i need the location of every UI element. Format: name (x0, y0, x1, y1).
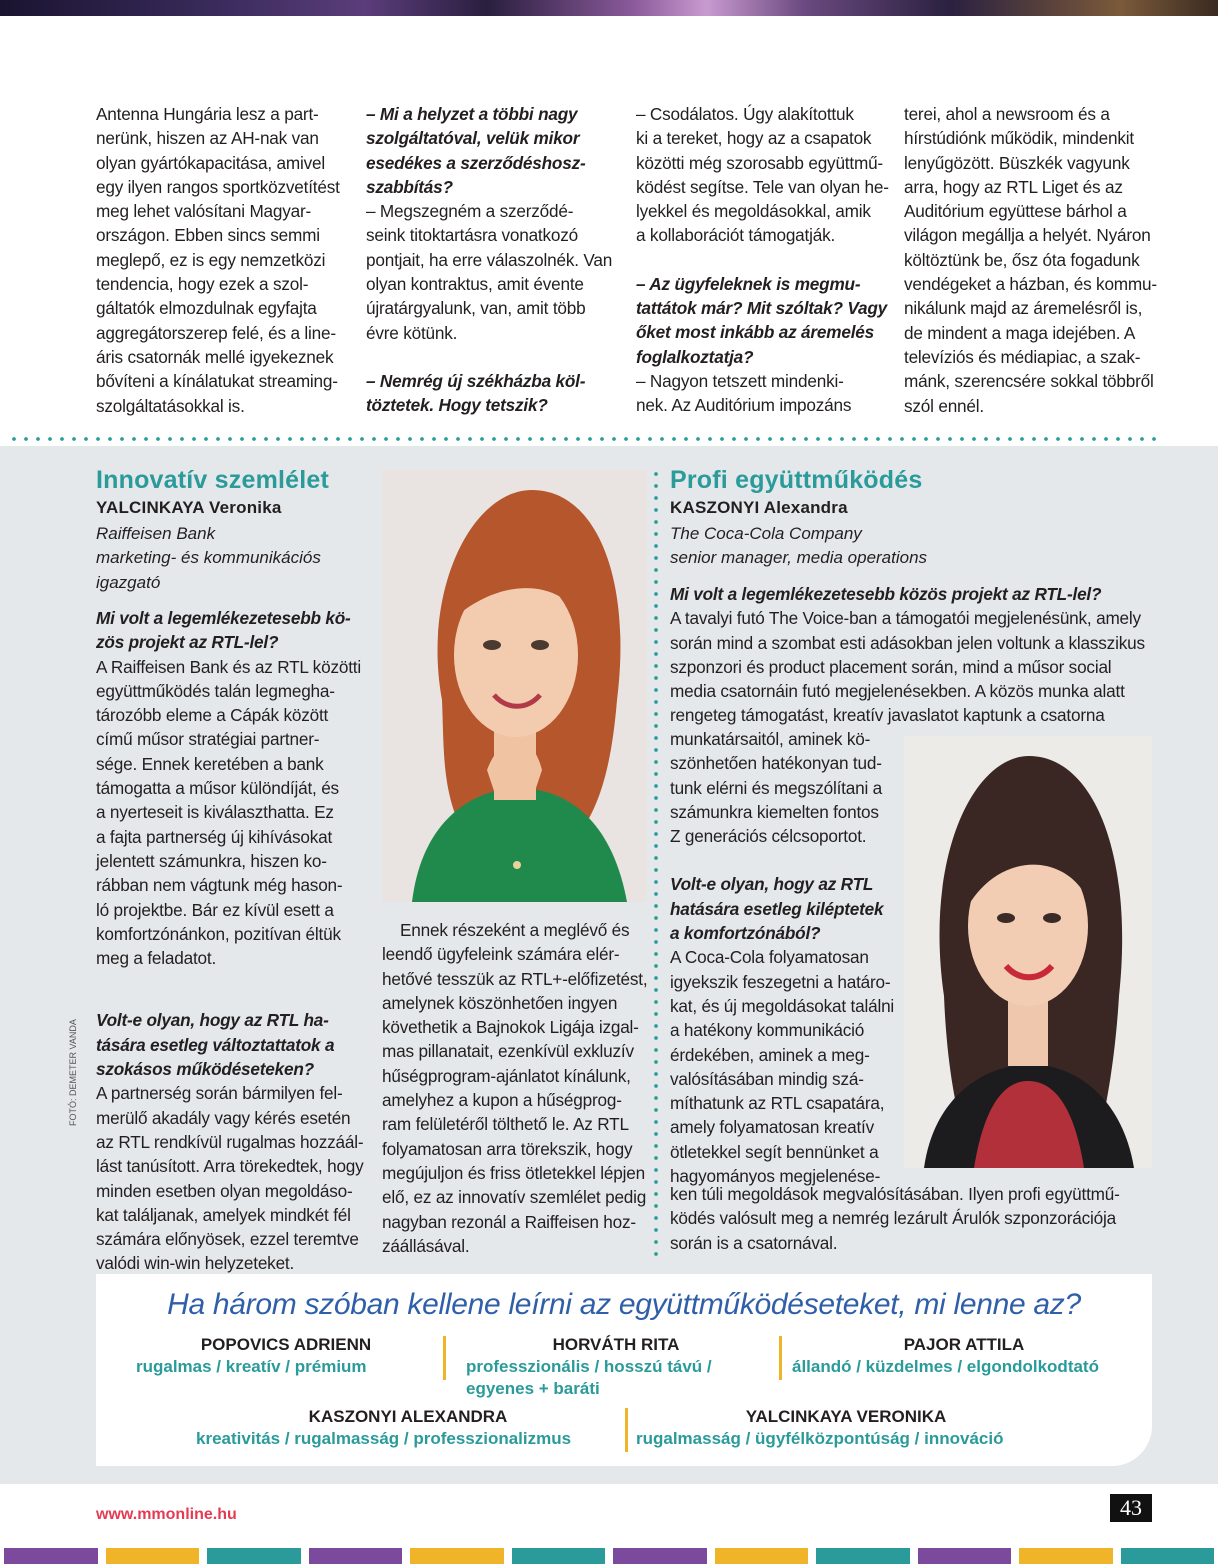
text-line: Auditórium együttese bárhol a (904, 201, 1127, 222)
text-line: Z generációs célcsoportot. (670, 826, 867, 847)
summary-person-name: KASZONYI ALEXANDRA (308, 1407, 508, 1426)
text-line: sége. Ennek keretében a bank (96, 753, 324, 774)
answer-comfort-zone (670, 945, 895, 1188)
text-line: világon megállja a helyét. Nyáron (904, 225, 1151, 246)
text-line: ködés valósult meg a nemrég lezárult Árulók szponzorációja (670, 1208, 1117, 1229)
portrait-kaszonyi (904, 736, 1152, 1168)
text-line: a hatékony kommunikáció (670, 1020, 865, 1041)
text-line: ram felületéről tölthető le. Az RTL (382, 1114, 629, 1135)
summary-person-kaszonyi (196, 1406, 620, 1450)
right-interview-text-full (670, 582, 1152, 728)
text-line: gáltatók elmozdulnak egyfajta (96, 298, 317, 319)
summary-box (96, 1274, 1152, 1466)
text-line: meg lehet valósítani Magyar- (96, 201, 312, 222)
text-line: záállásával. (382, 1235, 470, 1256)
middle-interview-text (382, 918, 646, 1258)
text-line: újratárgyalunk, van, amit több (366, 298, 586, 319)
answer-change (96, 1081, 364, 1275)
text-line: szolgáltatásokkal is. (96, 395, 245, 416)
text-line: terei, ahol a newsroom és a (904, 104, 1110, 124)
summary-person-pajor (792, 1334, 1136, 1378)
portrait-kaszonyi-graphic (904, 736, 1152, 1168)
answer-memorable-project-right-cont (670, 727, 888, 848)
text-line: ken túli megoldások megvalósításában. Ilyen profi együttmű- (670, 1184, 1120, 1204)
section-title-professional: Profi együttműködés (670, 466, 923, 494)
text-line: rábban nem vágtunk még hason- (96, 875, 343, 896)
text-line: országon. Ebben sincs semmi (96, 225, 320, 246)
right-interview-text-narrow (670, 727, 895, 1188)
text-line: hatására esetleg kiléptetek (670, 898, 884, 919)
text-line: A Raiffeisen Bank és az RTL közötti (96, 656, 361, 677)
summary-person-horvath (466, 1334, 766, 1400)
text-line: rugalmas / kreatív / prémium (136, 1357, 367, 1376)
text-line: hetővé tesszük az RTL+-előfizetést, (382, 968, 648, 989)
text-line: szponzori és product placement során, mind a műsor social (670, 656, 1112, 677)
person-name-yalcinkaya: YALCINKAYA Veronika (96, 498, 282, 517)
text-line: közötti még szorosabb együttmű- (636, 152, 883, 173)
text-line: áris csatornák mellé igyekeznek (96, 346, 334, 367)
text-line: mas pillanatait, ezenkívül exkluzív (382, 1041, 634, 1062)
footer-strip-segment (1121, 1548, 1215, 1564)
text-line: lyekkel és megoldásokkal, amik (636, 201, 871, 222)
footer-strip-segment (4, 1548, 98, 1564)
text-line: amelynek köszönhetően ingyen (382, 992, 618, 1013)
column-1 (96, 102, 342, 418)
text-line: őket most inkább az áremelés (636, 322, 874, 343)
text-line: valósításában mindig szá- (670, 1068, 864, 1089)
summary-person-words (466, 1356, 766, 1400)
text-line: folyamatosan arra törekszik, hogy (382, 1138, 633, 1159)
text-line: A partnerség során bármilyen fel- (96, 1083, 343, 1104)
question-memorable-project (96, 606, 360, 655)
text-line: elő, ez az innovatív szemlélet pedig (382, 1187, 647, 1208)
text-line: nagyban rezonál a Raiffeisen hoz- (382, 1211, 636, 1232)
text-line: – Az ügyfeleknek is megmu- (636, 273, 861, 294)
text-line: tására esetleg változtattatok a (96, 1034, 335, 1055)
question-change (96, 1008, 360, 1081)
summary-person-name: YALCINKAYA VERONIKA (745, 1407, 947, 1426)
text-line: szól ennél. (904, 395, 984, 416)
text-line: aggregátorszerep felé, és a line- (96, 322, 336, 343)
text-line: kreativitás / rugalmasság / professzionalizmus (196, 1429, 572, 1448)
text-line: kat találjanak, amelyek mindkét fél (96, 1204, 351, 1225)
text-line: hírstúdiónk működik, mindenkit (904, 128, 1134, 149)
text-line: ki a tereket, hogy az a csapatok (636, 128, 872, 149)
text-line: évre kötünk. (366, 322, 458, 343)
text-line: tunk elérni és megszólítani a (670, 777, 883, 798)
answer-other-providers (366, 199, 614, 345)
text-line: A tavalyi futó The Voice-ban a támogatói megjelenésünk, amely (670, 608, 1141, 629)
vertical-dotted-divider (653, 468, 659, 1258)
text-line: nerünk, hiszen az AH-nak van (96, 128, 319, 149)
answer-memorable-project-right (670, 606, 1152, 727)
footer-strip-segment (613, 1548, 707, 1564)
summary-person-name: POPOVICS ADRIENN (200, 1335, 372, 1354)
text-line: seink titoktartásra vonatkozó (366, 225, 579, 246)
text-line: ló projektbe. Bár ez kívül esett a (96, 899, 334, 920)
summary-person-yalcinkaya (636, 1406, 1056, 1450)
text-line: ötletekkel segít bennünket a (670, 1141, 879, 1162)
text-line: de mindent a maga idejében. A (904, 322, 1136, 343)
text-line: igyekszik feszegetni a határo- (670, 971, 891, 992)
text-line: olyan gyártókapacitása, amivel (96, 152, 326, 173)
text-line: támogatta a műsor különdíját, és (96, 778, 339, 799)
text-line: minden esetben olyan megoldáso- (96, 1180, 353, 1201)
text-line: a komfortzónából? (670, 923, 821, 944)
answer-headquarters (636, 102, 889, 248)
text-line: rengeteg támogatást, kreatív javaslatot kaptunk a csatorna (670, 705, 1105, 726)
question-clients (636, 272, 888, 369)
page-number: 43 (1110, 1494, 1152, 1522)
text-line: – Nagyon tetszett mindenki- (636, 370, 844, 391)
footer-strip-segment (309, 1548, 403, 1564)
text-line: szokásos működéseteken? (96, 1059, 314, 1080)
text-line: The Coca-Cola Company (670, 524, 862, 543)
text-line: érdekében, aminek a meg- (670, 1044, 870, 1065)
text-line: media csatornáin futó megjelenésekben. A közös munka alatt (670, 681, 1125, 702)
text-line: töztetek. Hogy tetszik? (366, 395, 548, 416)
footer-strip-segment (512, 1548, 606, 1564)
text-line: Ennek részeként a meglévő és (400, 920, 630, 940)
text-line: foglalkoztatja? (636, 346, 754, 367)
text-line: költöztünk be, ősz óta fogadunk (904, 249, 1140, 270)
footer-strip-segment (1019, 1548, 1113, 1564)
text-line: mánk, szerencsére sokkal többről (904, 371, 1154, 392)
text-line: pontjait, ha erre válaszolnék. Van (366, 249, 613, 270)
footer-strip-segment (816, 1548, 910, 1564)
portrait-yalcinkaya (382, 470, 647, 902)
column-3 (636, 102, 889, 418)
text-line: A Coca-Cola folyamatosan (670, 947, 869, 968)
person-role-yalcinkaya (96, 522, 321, 595)
text-line: igazgató (96, 572, 161, 592)
text-line: lenyűgözött. Büszkék vagyunk (904, 152, 1130, 173)
footer-strip-segment (106, 1548, 200, 1564)
text-line: követhetik a Bajnokok Ligája izgal- (382, 1017, 639, 1038)
summary-person-name: HORVÁTH RITA (552, 1335, 680, 1354)
text-line: munkatársaitól, aminek kö- (670, 729, 871, 749)
text-line: míthatunk az RTL csapatára, (670, 1093, 885, 1114)
text-line: jelentett számunkra, hiszen ko- (96, 850, 327, 871)
person-name-kaszonyi: KASZONYI Alexandra (670, 498, 848, 517)
text-line: kat, és új megoldásokat találni (670, 995, 895, 1016)
text-line: meg a feladatot. (96, 948, 217, 969)
text-line: szabbítás? (366, 176, 453, 197)
text-line: rugalmasság / ügyfélközpontúság / innováció (636, 1429, 1004, 1448)
text-line: – Csodálatos. Úgy alakítottuk (636, 104, 854, 124)
text-line: merülő akadály vagy kérés esetén (96, 1107, 351, 1128)
text-line: megújuljon és friss ötletekkel lépjen (382, 1162, 645, 1183)
text-line: együttműködés talán legmegha- (96, 680, 335, 701)
column-4 (904, 102, 1157, 418)
text-line: professzionális / hosszú távú / (466, 1357, 712, 1376)
text-line: tendencia, hogy ezek a szol- (96, 274, 309, 295)
text-line: meglepő, ez is egy nemzetközi (96, 249, 326, 270)
text-line: – Megszegném a szerződé- (366, 201, 574, 222)
text-line: a fajta partnerség új kihívásokat (96, 826, 333, 847)
summary-person-words (792, 1356, 1136, 1378)
text-line: valódi win-win helyzeteket. (96, 1253, 295, 1274)
summary-separator (443, 1336, 446, 1380)
right-interview-text-end (670, 1182, 1152, 1255)
header-photo-strip (0, 0, 1218, 16)
text-line: – Mi a helyzet a többi nagy (366, 104, 578, 124)
summary-separator (625, 1408, 628, 1452)
text-line: esedékes a szerződéshosz- (366, 152, 586, 173)
text-line: Raiffeisen Bank (96, 524, 216, 543)
text-line: ködést segítse. Tele van olyan he- (636, 176, 889, 197)
text-line: nikálunk majd az áremelésről is, (904, 298, 1143, 319)
footer-strip-segment (918, 1548, 1012, 1564)
footer-strip-segment (715, 1548, 809, 1564)
text-line: zös projekt az RTL-lel? (96, 632, 279, 653)
text-line: komfortzónánkon, pozitívan éltük (96, 923, 341, 944)
text-line: amely folyamatosan kreatív (670, 1117, 875, 1138)
text-line: hűségprogram-ajánlatot kínálunk, (382, 1065, 631, 1086)
text-line: vendégeket a házban, és kommu- (904, 274, 1157, 295)
answer-clients-start (636, 369, 884, 418)
text-line: olyan kontraktus, amit évente (366, 274, 584, 295)
text-line: számunkra kiemelten fontos (670, 801, 879, 822)
text-line: egy ilyen rangos sportközvetítést (96, 176, 340, 197)
section-title-innovative: Innovatív szemlélet (96, 466, 330, 494)
text-line: a kollaborációt támogatják. (636, 225, 836, 246)
summary-separator (779, 1336, 782, 1380)
summary-person-words (196, 1428, 620, 1450)
text-line: tározóbb eleme a Cápák között (96, 705, 329, 726)
footer-strip-segment (207, 1548, 301, 1564)
text-line: Antenna Hungária lesz a part- (96, 104, 319, 124)
text-line: szolgáltatóval, velük mikor (366, 128, 580, 149)
photo-credit: FOTÓ: DEMETER VANDA (68, 1019, 78, 1126)
question-comfort-zone (670, 872, 888, 945)
text-line: során is a csatornával. (670, 1232, 838, 1253)
text-line: számára előnyösek, ezzel teremtve (96, 1229, 359, 1250)
text-line: a nyerteseit is kiválaszthatta. Ez (96, 802, 334, 823)
text-line: című műsor stratégiai partner- (96, 729, 320, 750)
text-line: leendő ügyfeleink számára elér- (382, 944, 620, 965)
summary-person-words (636, 1428, 1056, 1450)
text-line: hagyományos megjelenése- (670, 1166, 881, 1187)
summary-person-words (136, 1356, 436, 1378)
answer-memorable-project (96, 655, 360, 971)
summary-person-popovics (136, 1334, 436, 1378)
footer-website-link[interactable]: www.mmonline.hu (96, 1506, 237, 1523)
text-line: arra, hogy az RTL Liget és az (904, 176, 1123, 197)
text-line: szönhetően hatékonyan tud- (670, 753, 882, 774)
text-line: az RTL rendkívül rugalmas hozzáál- (96, 1131, 364, 1152)
text-line: tattátok már? Mit szóltak? Vagy (636, 298, 888, 319)
text-line: bővíteni a kínálatukat streaming- (96, 371, 338, 392)
text-line: amelyhez a kupon a hűségprog- (382, 1090, 622, 1111)
text-line: – Nemrég új székházba köl- (366, 370, 586, 391)
question-new-headquarters (366, 369, 614, 418)
question-memorable-project-right: Mi volt a legemlékezetesebb közös projekt az RTL-lel? (670, 584, 1102, 604)
text-line: Volt-e olyan, hogy az RTL (670, 874, 874, 895)
text-line: marketing- és kommunikációs (96, 548, 321, 568)
portrait-yalcinkaya-graphic (382, 470, 647, 902)
question-other-providers (366, 102, 614, 199)
text-line: televíziós és médiapiac, a szak- (904, 346, 1141, 367)
footer-strip-segment (410, 1548, 504, 1564)
dotted-divider (8, 436, 1158, 442)
column-2 (366, 102, 614, 418)
left-interview-text (96, 606, 364, 1276)
summary-person-name: PAJOR ATTILA (903, 1335, 1025, 1354)
text-line: során mind a szombat esti adásokban jelen voltunk a klasszikus (670, 632, 1145, 653)
person-role-kaszonyi (670, 522, 927, 571)
summary-box-title: Ha három szóban kellene leírni az együttműködéseteket, mi lenne az? (167, 1288, 1081, 1321)
text-line: Mi volt a legemlékezetesebb kö- (96, 608, 351, 628)
text-line: senior manager, media operations (670, 548, 928, 568)
text-line: egyenes + baráti (466, 1379, 600, 1398)
text-line: nek. Az Auditórium impozáns (636, 395, 852, 416)
text-line: Volt-e olyan, hogy az RTL ha- (96, 1010, 329, 1031)
text-line: lást tanúsított. Arra törekedtek, hogy (96, 1156, 364, 1177)
text-line: állandó / küzdelmes / elgondolkodtató (792, 1357, 1099, 1376)
